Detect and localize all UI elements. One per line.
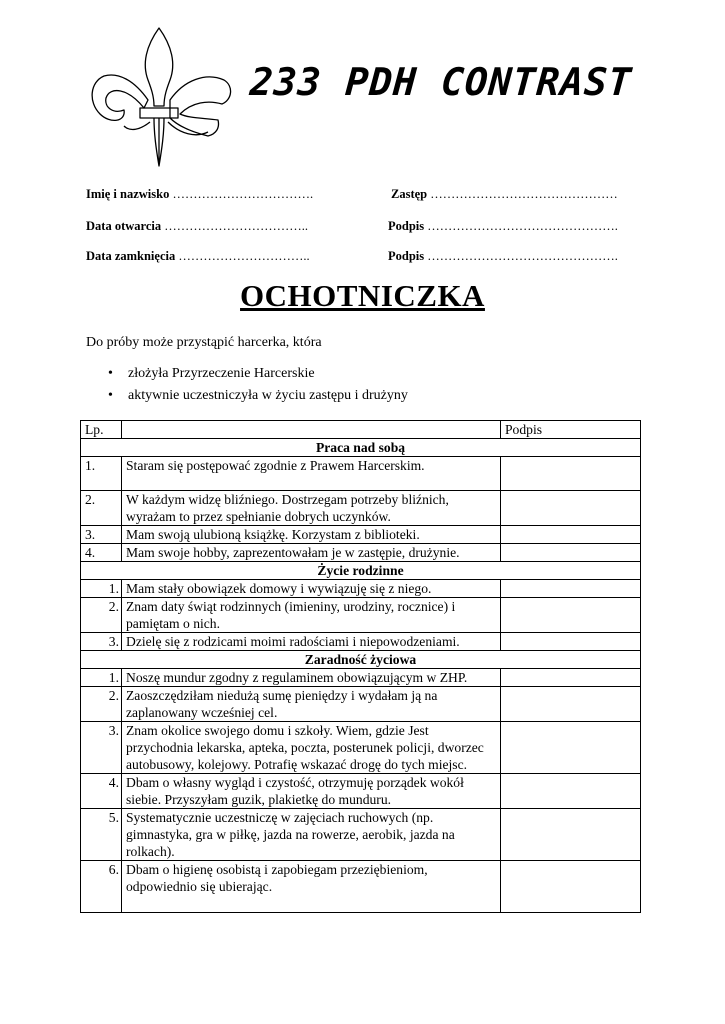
row-number: 1. [81,457,122,491]
table-row [81,633,641,651]
row-text: Staram się postępować zgodnie z Prawem Harcerskim. [122,457,501,491]
row-text: Mam swoją ulubioną książkę. Korzystam z biblioteki. [122,526,501,544]
requirement-item: • aktywnie uczestniczyła w życiu zastępu i drużyny [108,388,408,410]
table-row [81,722,641,774]
signature-row-2 [388,249,618,264]
signature-label-2: Podpis [388,249,425,263]
table-row [81,491,641,526]
troop-brand-title: 233 PDH CONTRAST [248,60,634,104]
signature-cell[interactable] [501,580,641,598]
table-row [81,580,641,598]
requirement-item: • złożyła Przyrzeczenie Harcerskie [108,366,408,388]
signature-row-1 [388,219,618,234]
signature-cell[interactable] [501,774,641,809]
table-header-row [81,421,641,439]
table-row [81,669,641,687]
row-number: 4. [81,544,122,562]
row-text: Dbam o własny wygląd i czystość, otrzymuję porządek wokół siebie. Przyszyłam guzik, plakietkę do munduru. [122,774,501,809]
row-text: Znam daty świąt rodzinnych (imieniny, urodziny, rocznice) i pamiętam o nich. [122,598,501,633]
row-number: 4. [81,774,122,809]
patrol-dots: ……………………………………… [430,187,618,201]
section-title-life-skills: Zaradność życiowa [81,651,641,669]
closed-date-row [86,249,310,264]
signature-cell[interactable] [501,669,641,687]
row-text: Zaoszczędziłam niedużą sumę pieniędzy i wydałam ją na zaplanowany wcześniej cel. [122,687,501,722]
table-row [81,774,641,809]
row-text: Mam stały obowiązek domowy i wywiązuję się z niego. [122,580,501,598]
signature-cell[interactable] [501,687,641,722]
section-title-family-life: Życie rodzinne [81,562,641,580]
table-row [81,544,641,562]
opened-date-label: Data otwarcia [86,219,162,233]
table-row [81,457,641,491]
signature-cell[interactable] [501,809,641,861]
header-lp: Lp. [81,421,122,439]
row-text: Dbam o higienę osobistą i zapobiegam przeziębieniom, odpowiednio się ubierając. [122,861,501,913]
row-number: 3. [81,722,122,774]
opened-date-row [86,219,308,234]
row-number: 5. [81,809,122,861]
closed-date-dots: ………………………….. [178,249,310,263]
signature-cell[interactable] [501,491,641,526]
signature-cell[interactable] [501,526,641,544]
patrol-label: Zastęp [391,187,428,201]
patrol-field-row [391,187,618,202]
signature-cell[interactable] [501,861,641,913]
table-row [81,598,641,633]
row-text: Systematycznie uczestniczę w zajęciach ruchowych (np. gimnastyka, gra w piłkę, jazda na rowerze, aerobik, jazda na rolkach). [122,809,501,861]
row-text: Noszę mundur zgodny z regulaminem obowiązującym w ZHP. [122,669,501,687]
closed-date-label: Data zamknięcia [86,249,176,263]
signature-dots-1: ………………………………………. [427,219,618,233]
task-table [80,420,641,913]
row-text: Znam okolice swojego domu i szkoły. Wiem, gdzie Jest przychodnia lekarska, apteka, poczta, posterunek policji, dworzec autobusowy, kolejowy. Potrafię wskazać drogę do tych miejsc. [122,722,501,774]
page-title: OCHOTNICZKA [240,278,485,313]
signature-cell[interactable] [501,633,641,651]
table-row [81,861,641,913]
opened-date-dots: …………………………….. [164,219,308,233]
row-number: 1. [81,669,122,687]
row-text: Mam swoje hobby, zaprezentowałam je w zastępie, drużynie. [122,544,501,562]
fleur-de-lis-icon [84,22,234,172]
table-row [81,687,641,722]
table-row [81,526,641,544]
signature-label-1: Podpis [388,219,425,233]
header-signature: Podpis [501,421,641,439]
row-number: 2. [81,491,122,526]
name-label: Imię i nazwisko [86,187,170,201]
name-field-row [86,187,313,202]
intro-text: Do próby może przystąpić harcerka, która [86,335,322,350]
row-text: W każdym widzę bliźniego. Dostrzegam potrzeby bliźnich, wyrażam to przez spełnianie dobrych uczynków. [122,491,501,526]
row-number: 6. [81,861,122,913]
row-number: 2. [81,598,122,633]
signature-cell[interactable] [501,598,641,633]
section-title-self-work: Praca nad sobą [81,439,641,457]
signature-cell[interactable] [501,457,641,491]
row-number: 1. [81,580,122,598]
row-number: 3. [81,633,122,651]
row-number: 2. [81,687,122,722]
row-text: Dzielę się z rodzicami moimi radościami i niepowodzeniami. [122,633,501,651]
signature-cell[interactable] [501,544,641,562]
row-number: 3. [81,526,122,544]
table-row [81,809,641,861]
requirements-list [108,366,408,410]
signature-dots-2: ………………………………………. [427,249,618,263]
signature-cell[interactable] [501,722,641,774]
name-dots: ……………………………. [172,187,314,201]
header-task [122,421,501,439]
